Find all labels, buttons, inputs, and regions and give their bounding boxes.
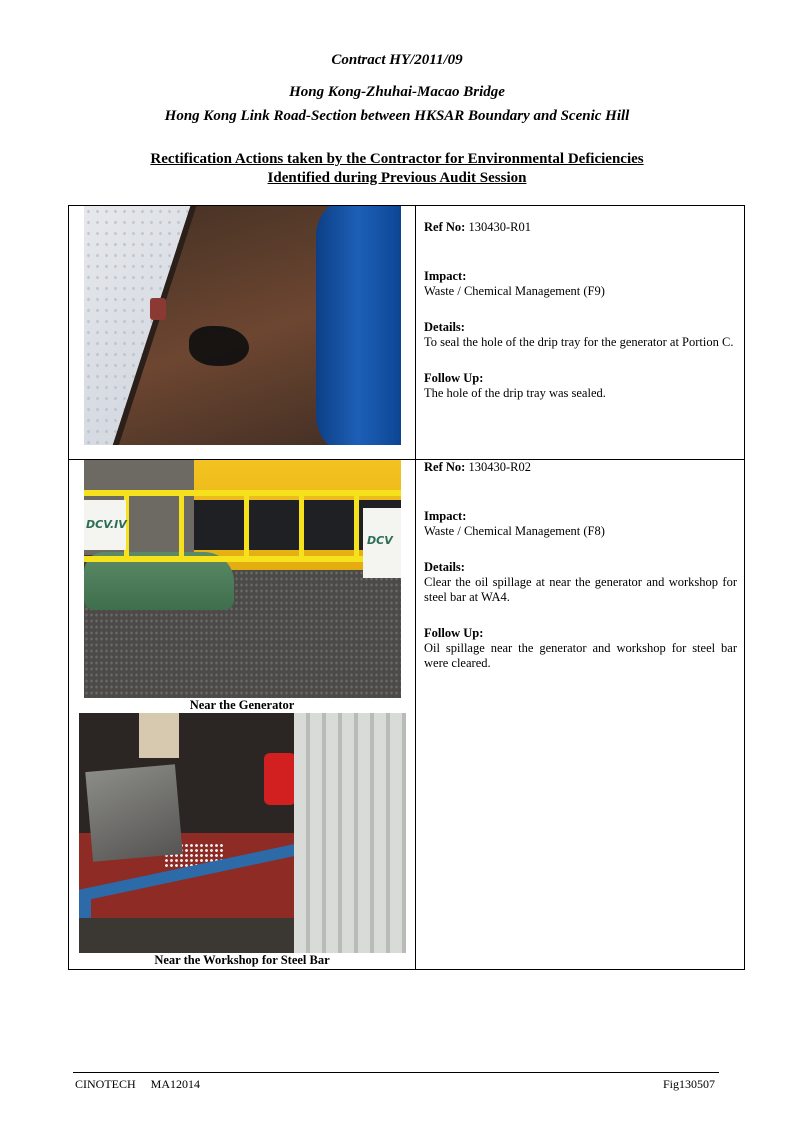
follow-up-block: Follow Up: Oil spillage near the generator and workshop for steel bar were cleared. (424, 626, 737, 670)
table-row (69, 460, 745, 970)
footer-right: Fig130507 (663, 1077, 716, 1091)
photo-caption: Near the Workshop for Steel Bar (154, 953, 330, 967)
impact-text: Waste / Chemical Management (F8) (424, 524, 605, 538)
project-section: Hong Kong Link Road-Section between HKSAR Boundary and Scenic Hill (164, 108, 630, 124)
impact-text: Waste / Chemical Management (F9) (424, 284, 605, 298)
photo-caption: Near the Generator (189, 698, 295, 712)
info-cell (416, 206, 745, 460)
details-text: To seal the hole of the drip tray for the generator at Portion C. (424, 335, 734, 349)
details-block: Details: Clear the oil spillage at near the generator and workshop for steel bar at WA4. (424, 560, 737, 604)
follow-up-block: Follow Up: The hole of the drip tray was sealed. (424, 371, 606, 400)
project-name: Hong Kong-Zhuhai-Macao Bridge (289, 84, 505, 100)
workshop-photo (79, 713, 406, 953)
photo-cell (69, 460, 416, 970)
sign-text: DCV.IV (86, 518, 127, 531)
generator-photo (84, 460, 401, 698)
footer-left: CINOTECH MA12014 (75, 1077, 200, 1091)
ref-line: Ref No: 130430-R01 (424, 220, 531, 234)
details-text: Clear the oil spillage at near the generator and workshop for steel bar at WA4. (424, 575, 737, 604)
photo-cell (69, 206, 416, 460)
ref-line: Ref No: 130430-R02 (424, 460, 531, 474)
details-block: Details: To seal the hole of the drip tray for the generator at Portion C. (424, 320, 734, 349)
page-title-line2: Identified during Previous Audit Session (267, 170, 527, 186)
drip-tray-photo (84, 206, 401, 445)
contract-number: Contract HY/2011/09 (331, 52, 463, 68)
info-cell (416, 460, 745, 970)
sign-text-2: DCV (367, 534, 393, 547)
table-row (69, 206, 745, 460)
ref-number: 130430-R02 (468, 460, 531, 474)
footer-divider (73, 1072, 719, 1073)
page-title-line1: Rectification Actions taken by the Contractor for Environmental Deficiencies (150, 151, 644, 167)
ref-number: 130430-R01 (468, 220, 531, 234)
follow-up-text: The hole of the drip tray was sealed. (424, 386, 606, 400)
impact-block: Impact: Waste / Chemical Management (F9) (424, 269, 605, 298)
rectification-table (68, 205, 745, 970)
impact-block: Impact: Waste / Chemical Management (F8) (424, 509, 605, 538)
follow-up-text: Oil spillage near the generator and workshop for steel bar were cleared. (424, 641, 737, 670)
